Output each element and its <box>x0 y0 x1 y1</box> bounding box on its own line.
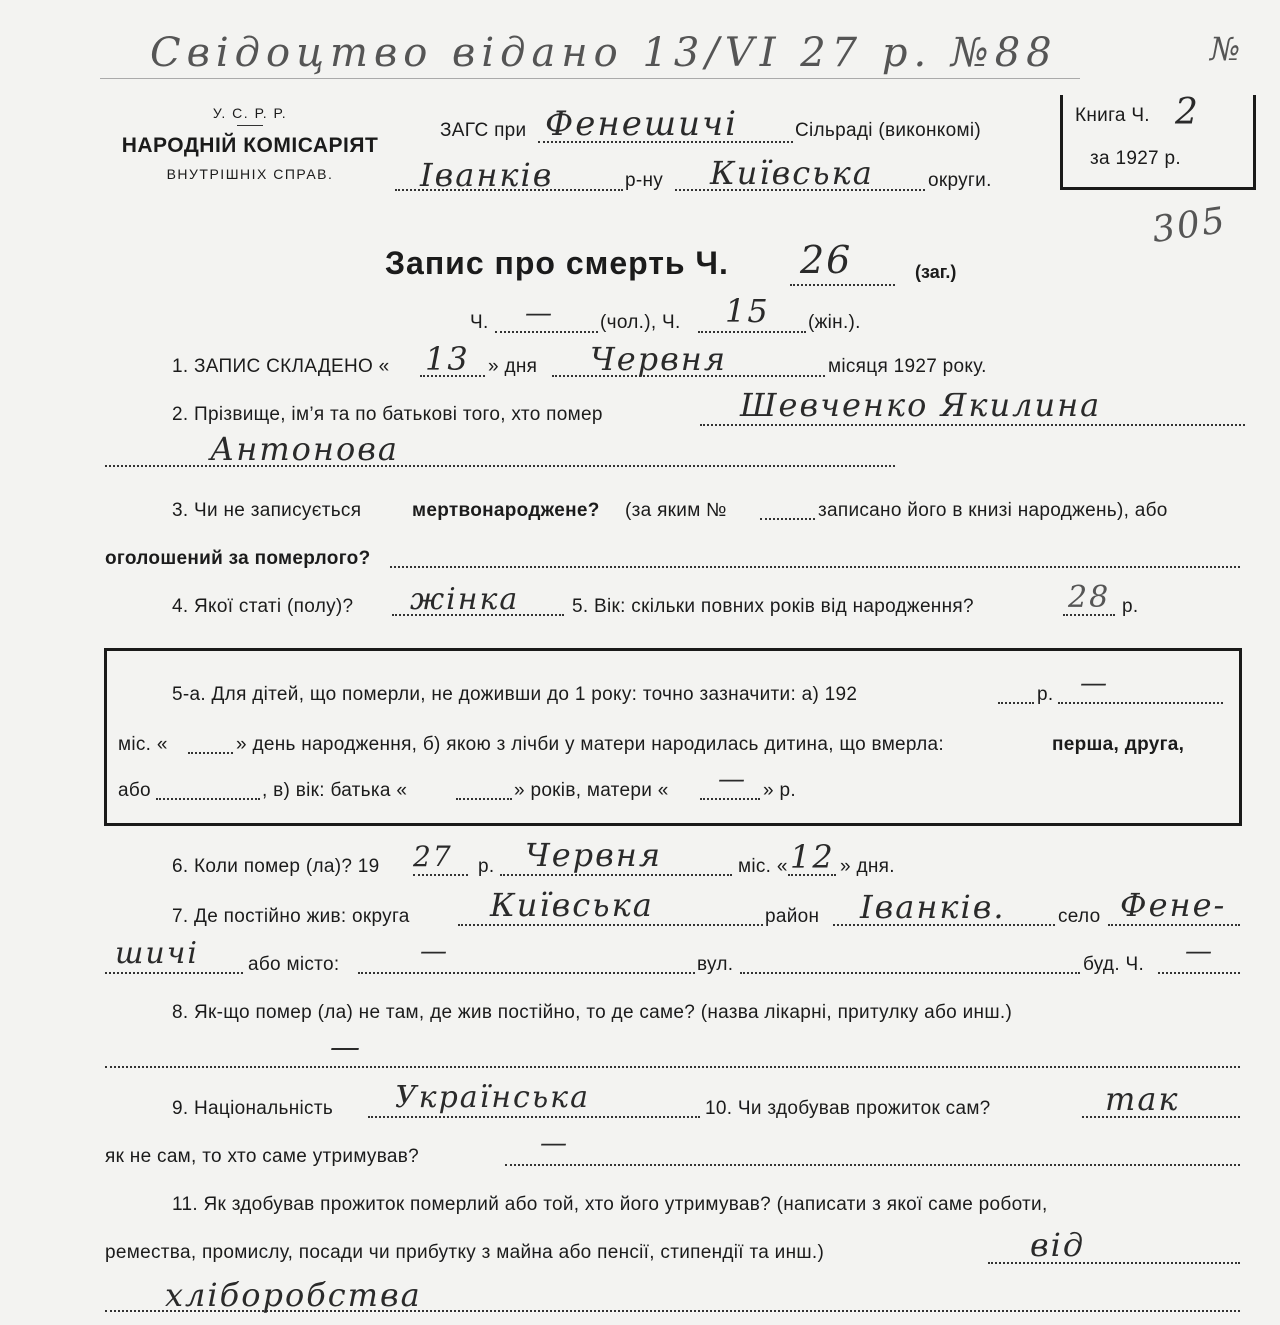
zags-okruga-suffix: округи. <box>928 170 992 191</box>
header-divider <box>237 125 263 126</box>
q3-label-c: записано його в книзі народжень), або <box>818 500 1168 521</box>
q5a-r-line <box>1058 702 1223 704</box>
q3-bold-a: мертвонароджене? <box>412 500 600 521</box>
corner-mark: № <box>1210 30 1243 68</box>
q10-value: так <box>1105 1080 1180 1118</box>
q7-bud-label: буд. Ч. <box>1083 954 1145 975</box>
q10-label: 10. Чи здобував прожиток сам? <box>705 1098 991 1119</box>
title-ch1: Ч. <box>470 312 489 333</box>
q6-month-line <box>500 874 732 876</box>
title-suffix: (заг.) <box>915 262 957 282</box>
q5a-line3-c: » років, матери « <box>514 780 669 801</box>
q7-selo-b: шичі <box>115 936 199 971</box>
handwritten-note: Свідоцтво відано 13/VI 27 р. №88 <box>150 30 1058 76</box>
q5a-year-line <box>998 702 1034 704</box>
q8-line <box>105 1066 1240 1068</box>
q3-label-a: 3. Чи не записується <box>172 500 362 521</box>
q5-age: 28 <box>1068 580 1111 615</box>
q5a-line2-a: міс. « <box>118 734 168 755</box>
usrr-label: У. С. Р. Р. <box>212 105 288 121</box>
q5a-line3-val: — <box>718 764 747 795</box>
q5a-father-line <box>456 798 512 800</box>
q7-label: 7. Де постійно жив: округа <box>172 906 410 927</box>
zags-prefix: ЗАГС при <box>440 120 527 141</box>
q10b-label: як не сам, то хто саме утримував? <box>105 1146 420 1167</box>
q5-label: 5. Вік: скільки повних років від народження? <box>572 596 974 617</box>
q5a-line1: 5-а. Для дітей, що померли, не доживши до 1 року: точно зазначити: а) 192 <box>172 684 858 705</box>
q1-month: Червня <box>590 340 728 378</box>
q7-selo-label: село <box>1058 906 1101 927</box>
q5a-month-line <box>188 752 233 754</box>
q7-bud: — <box>1185 936 1214 967</box>
q6-r: р. <box>478 856 495 877</box>
q5a-mother-line <box>700 798 760 800</box>
title-number: 26 <box>800 238 853 282</box>
zhin-line <box>698 331 806 333</box>
book-number: 2 <box>1175 92 1200 133</box>
q3-number-line <box>760 518 815 520</box>
q4-value: жінка <box>410 582 520 617</box>
q6-year-line <box>413 874 468 876</box>
ministry-name: НАРОДНІЙ КОМІСАРІЯТ <box>121 134 379 157</box>
title: Запис про смерть Ч. <box>385 245 729 281</box>
q7-misto: — <box>420 936 449 967</box>
q7-vul-label: вул. <box>697 954 734 975</box>
q11-value1: від <box>1030 1226 1086 1264</box>
q9-label: 9. Національність <box>172 1098 334 1119</box>
q9-line <box>368 1116 700 1118</box>
q1-suffix: місяця 1927 року. <box>828 356 987 377</box>
q5a-line2-b: » день народження, б) якою з лічби у матери народилась дитина, що вмерла: <box>236 734 944 755</box>
ministry-header <box>90 105 410 182</box>
q7-selo-line2 <box>105 972 243 974</box>
q7-vul-line <box>740 972 1080 974</box>
q6-dnya: » дня. <box>840 856 895 877</box>
ministry-dept: ВНУТРІШНІХ СПРАВ. <box>166 166 334 182</box>
q3-label-b: (за яким № <box>625 500 727 521</box>
q6-label: 6. Коли помер (ла)? 19 <box>172 856 380 877</box>
chol-label: (чол.), Ч. <box>600 312 681 333</box>
book-year: за 1927 р. <box>1090 148 1181 169</box>
q6-month: Червня <box>525 836 663 874</box>
q6-year: 27 <box>413 840 453 873</box>
zags-selrada-suffix: Сільраді (виконкомі) <box>795 120 981 141</box>
q6-day: 12 <box>790 838 835 876</box>
q7-misto-label: або місто: <box>248 954 340 975</box>
book-label: Книга Ч. <box>1075 105 1150 126</box>
q7-selo-a: Фене- <box>1120 886 1227 924</box>
q3-bold-b: оголошений за померлого? <box>105 548 371 569</box>
q5-r: р. <box>1122 596 1139 617</box>
zhin-value: 15 <box>725 292 770 330</box>
note-underline <box>100 78 1080 79</box>
q2-line1 <box>700 424 1245 426</box>
zags-rayon-hw: Іванків <box>420 156 554 194</box>
chol-line <box>495 331 598 333</box>
q2-name1: Шевченко Якилина <box>740 386 1102 424</box>
q5a-line3-b: , в) вік: батька « <box>262 780 408 801</box>
title-number-line <box>790 284 895 286</box>
q6-mis: міс. « <box>738 856 788 877</box>
q1-day: 13 <box>425 340 470 378</box>
zhin-label: (жін.). <box>808 312 861 333</box>
q7-selo-line <box>1108 924 1240 926</box>
q11-line1 <box>988 1262 1240 1264</box>
q4-label: 4. Якої статі (полу)? <box>172 596 354 617</box>
q7-okruga: Київська <box>490 886 654 924</box>
q5a-line2-bold: перша, друга, <box>1052 734 1185 755</box>
chol-value: — <box>525 298 554 329</box>
q1-label: 1. ЗАПИС СКЛАДЕНО « <box>172 356 390 377</box>
zags-okruga-hw: Київська <box>710 154 874 192</box>
margin-number: 305 <box>1149 200 1230 251</box>
q5a-line3-d: » р. <box>763 780 796 801</box>
zags-rayon-suffix: р-ну <box>625 170 664 191</box>
q11-label1: 11. Як здобував прожиток померлий або той, хто його утримував? (написати з якої саме роботи, <box>172 1194 1048 1215</box>
q7-rayon-label: район <box>765 906 820 927</box>
q7-misto-line <box>358 972 695 974</box>
q10b-line <box>505 1164 1240 1166</box>
q7-bud-line <box>1158 972 1240 974</box>
q1-mid: » дня <box>488 356 538 377</box>
q8-label: 8. Як-що помер (ла) не там, де жив постійно, то де саме? (назва лікарні, притулку або инш.) <box>172 1002 1013 1023</box>
q9-value: Українська <box>395 1080 590 1115</box>
q2-label: 2. Прізвище, ім’я та по батькові того, хто помер <box>172 404 603 425</box>
q5a-line3-a: або <box>118 780 151 801</box>
q11-label2: ремества, промислу, посади чи прибутку з майна або пенсії, стипендії та инш.) <box>105 1242 825 1263</box>
q5a-line1-r: р. <box>1037 684 1054 705</box>
q11-value2: хліборобства <box>165 1276 422 1314</box>
q7-okruga-line <box>458 924 763 926</box>
q10b-value: — <box>540 1128 569 1159</box>
q3-line2 <box>390 566 1240 568</box>
q2-name2: Антонова <box>210 430 399 468</box>
zags-selrada-hw: Фенешичі <box>545 104 738 144</box>
q7-rayon: Іванків. <box>860 888 1006 926</box>
q5a-abo-line <box>156 798 260 800</box>
q8-value: — <box>330 1030 362 1065</box>
q5a-line1-val: — <box>1080 668 1109 699</box>
